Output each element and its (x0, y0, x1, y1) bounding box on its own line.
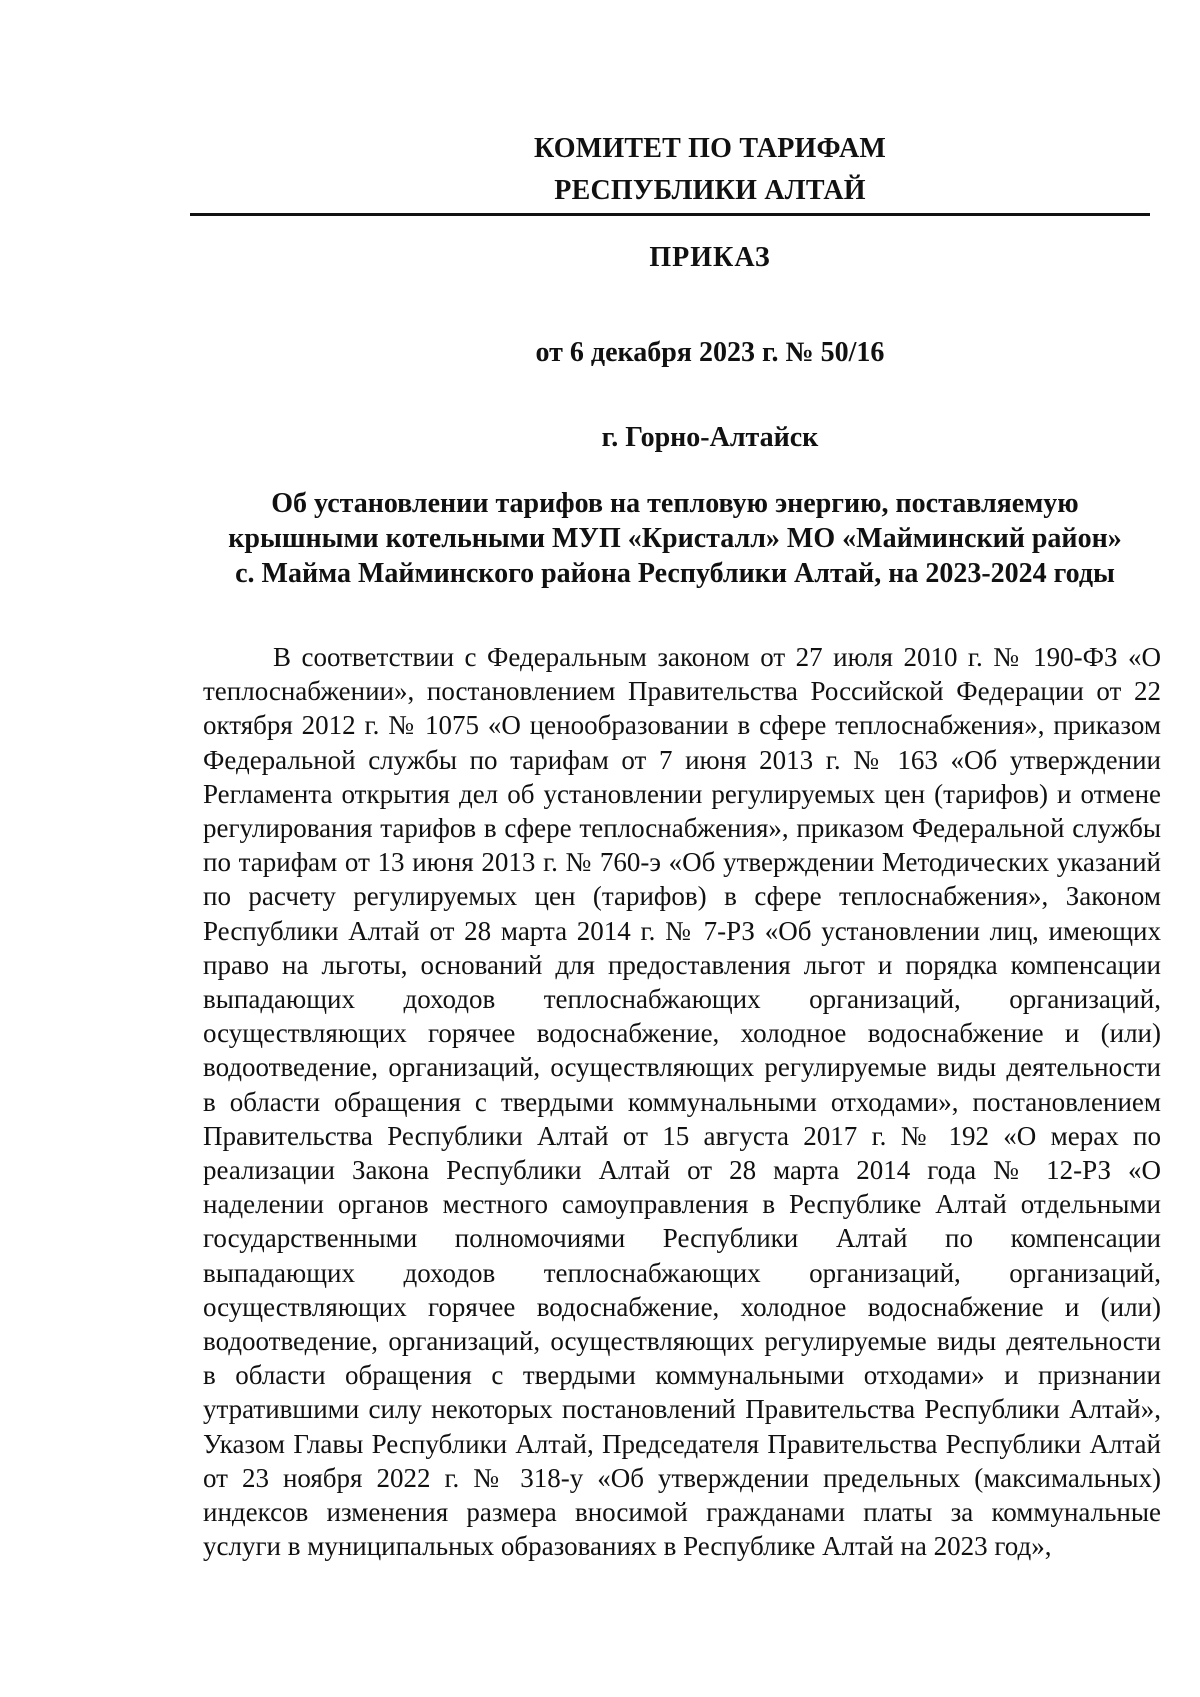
organization-name-line-2: РЕСПУБЛИКИ АЛТАЙ (554, 175, 866, 206)
organization-header (520, 128, 900, 212)
organization-name-line-1: КОМИТЕТ ПО ТАРИФАМ (533, 133, 887, 164)
document-place: г. Горно-Алтайск (601, 422, 819, 453)
header-divider (190, 213, 1150, 216)
document-type: ПРИКАЗ (649, 242, 771, 273)
document-title-line-2: крышными котельными МУП «Кристалл» МО «Майминский район» (228, 523, 1122, 554)
document-title-line-3: с. Майма Майминского района Республики Алтай, на 2023-2024 годы (235, 558, 1115, 589)
document-date-number: от 6 декабря 2023 г. № 50/16 (535, 337, 885, 368)
document-title (205, 486, 1145, 591)
document-title-line-1: Об установлении тарифов на тепловую энергию, поставляемую (271, 488, 1079, 519)
preamble-paragraph: В соответствии с Федеральным законом от 27 июля 2010 г. № 190-ФЗ «О теплоснабжении», постановлением Правительства Российской Федерации от 22 октября 2012 г. № 1075 «О ценообразовании в сфере теплоснабжения», приказом Федеральной службы по тарифам от 7 июня 2013 г. № 163 «Об утверждении Регламента открытия дел об установлении регулируемых цен (тарифов) и отмене регулирования тарифов в сфере теплоснабжения», приказом Федеральной службы по тарифам от 13 июня 2013 г. № 760-э «Об утверждении Методических указаний по расчету регулируемых цен (тарифов) в сфере теплоснабжения», Законом Республики Алтай от 28 марта 2014 г. № 7-РЗ «Об установлении лиц, имеющих право на льготы, оснований для предоставления льгот и порядка компенсации выпадающих доходов теплоснабжающих организаций, организаций, осуществляющих горячее водоснабжение, холодное водоснабжение и (или) водоотведение, организаций, осуществляющих регулируемые виды деятельности в области обращения с твердыми коммунальными отходами», постановлением Правительства Республики Алтай от 15 августа 2017 г. № 192 «О мерах по реализации Закона Республики Алтай от 28 марта 2014 года № 12-РЗ «О наделении органов местного самоуправления в Республике Алтай отдельными государственными полномочиями Республики Алтай по компенсации выпадающих доходов теплоснабжающих организаций, организаций, осуществляющих горячее водоснабжение, холодное водоснабжение и (или) водоотведение, организаций, осуществляющих регулируемые виды деятельности в области обращения с твердыми коммунальными отходами» и признании утратившими силу некоторых постановлений Правительства Республики Алтай», Указом Главы Республики Алтай, Председателя Правительства Республики Алтай от 23 ноября 2022 г. № 318-у «Об утверждении предельных (максимальных) индексов изменения размера вносимой гражданами платы за коммунальные услуги в муниципальных образованиях в Республике Алтай на 2023 год», (203, 642, 1161, 1562)
